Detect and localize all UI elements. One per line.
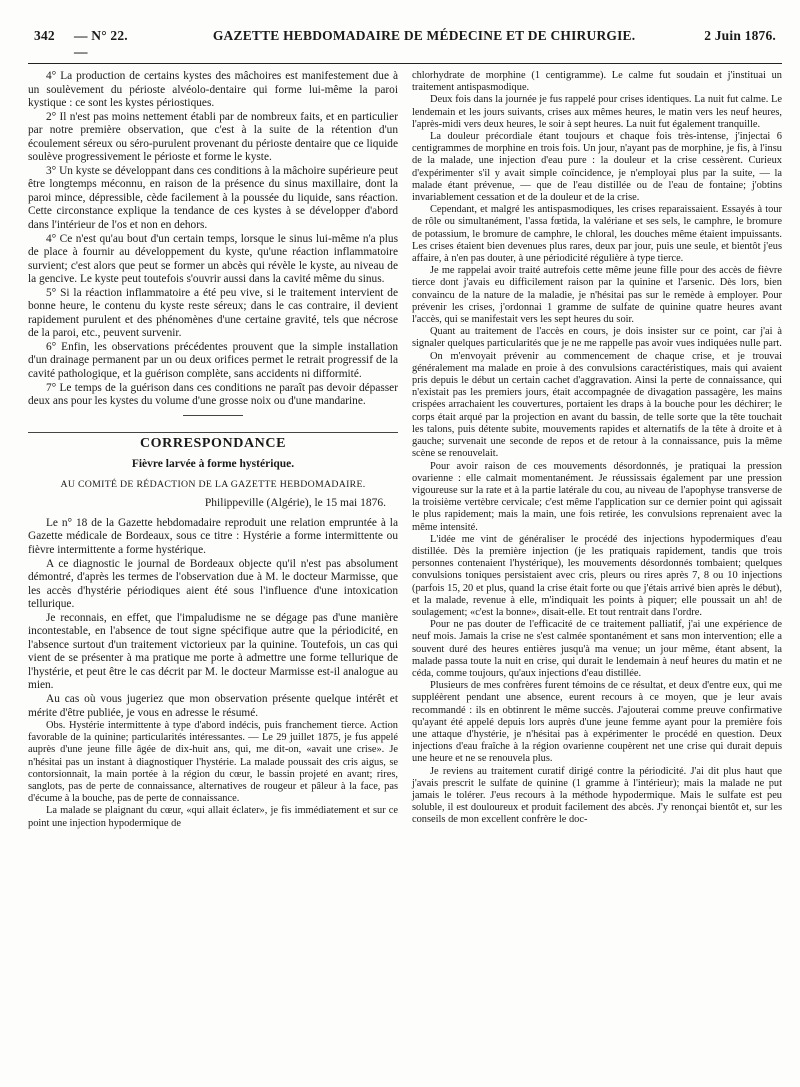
- conclusion-6: 6° Enfin, les observations précédentes prouvent que la simple installation d'un drainage permanent par un ou deux orifices permet le retrait progressif de la cavité pathologique, et la guérison complète, sans accidents ni difformité.: [28, 340, 398, 381]
- article-title: Fièvre larvée à forme hystérique.: [131, 458, 295, 471]
- letter-paragraph: Je reconnais, en effet, que l'impaludisme ne se dégage pas d'une manière incontestable, en l'absence de tout signe spécifique autre que la périodicité, en l'absence surtout d'un traitement victorieux par la quinine. Toutefois, un cas qui vient de se présenter à ma pratique me porte à admettre une forme tellurique de l'hystérie, et peut être le cas décrit par M. le docteur Marmisse est-il analogue au mien.: [28, 611, 398, 692]
- observation-paragraph: On m'envoyait prévenir au commencement de chaque crise, et je trouvai généralement ma malade en proie à des convulsions caractéristiques, mais qui avaient pris depuis le début un certain cachet d'aggravation. Ainsi la perte de connaissance, qui n'existait pas les premiers jours, était accompagnée de divagation passagère, les mains crispées arrachaient les couvertures, portaient les draps à la bouche pour les déchirer; le corps était arqué par la projection en avant du bassin, de telle sorte que la tête touchait les talons, puis détente subite, mouvements rapides et alternatifs de la tête à droite et à gauche; survenait une seconde de repos et de retour à la connaissance, puis la même scène se renouvelait.: [412, 350, 782, 460]
- observation-paragraph: La douleur précordiale étant toujours et chaque fois très-intense, j'injectai 6 centigrammes de morphine en trois fois. Un jour, n'ayant pas de morphine, je fis, à l'insu de la malade, une injection d'eau pure : la douleur et la crise cessèrent. Curieux d'expérimenter s'il y avait simple coïncidence, je n'employai plus par la suite, — la malade étant prévenue, — que de l'eau distillée ou de l'eau de fontaine; j'obtins invariablement cessation et de la douleur et de la crise.: [412, 131, 782, 204]
- observation-paragraph: Obs. Hystérie intermittente à type d'abord indécis, puis franchement tierce. Action favorable de la quinine; particularités intéressantes. — Le 29 juillet 1875, je fus appelé auprès d'une jeune fille âgée de dix-huit ans, qui, me dit-on, «avait une crise». Je n'hésitai pas un instant à diagnostiquer l'hystérie. La malade poussait des cris aigus, se contorsionnait, la main portée à la région du cœur, le bassin projeté en avant; rires, sanglots, pas de perte de connaissance, alternatives de rougeur et pâleur à la face, pas d'écume à la bouche, pas de perte de connaissance.: [28, 720, 398, 805]
- letter-paragraph: Le n° 18 de la Gazette hebdomadaire reproduit une relation empruntée à la Gazette médicale de Bordeaux, sous ce titre : Hystérie a forme intermittente ou fièvre intermittente a forme hystérique.: [28, 516, 398, 556]
- observation-paragraph: L'idée me vint de généraliser le procédé des injections hypodermiques d'eau distillée. Dès la première injection (je les pratiquais rapidement, tandis que trois personnes contenaient l'hystérique), les mouvements désordonnés tombaient; quelques convulsions toniques persistaient avec cris, pleurs ou rires après 7, 8 ou 10 injections (parfois 15, 20 et plus, quand la crise était forte ou que j'étais arrivé bien après le début), et la malade, revenue à elle, m'indiquait les points à piquer; elle poussait un ah! de soulagement; «c'est la bonne», disait-elle. Et tout rentrait dans l'ordre.: [412, 533, 782, 618]
- observation-paragraph: Je reviens au traitement curatif dirigé contre la périodicité. J'ai dit plus haut que j'avais prescrit le sulfate de quinine (1 gramme à l'intérieur); mais la malade ne put jamais le tolérer. J'eus recours à la méthode hypodermique. Mais le sulfate est peu soluble, il est douloureux et produit facilement des abcès. J'y renonçai bientôt et, sur les conseils de mon excellent confrère le doc-: [412, 765, 782, 826]
- running-header: [28, 28, 782, 64]
- addressee-line: AU COMITÉ DE RÉDACTION DE LA GAZETTE HEBDOMADAIRE.: [60, 478, 366, 490]
- journal-title: GAZETTE HEBDOMADAIRE DE MÉDECINE ET DE CHIRURGIE.: [212, 28, 636, 43]
- issue-number: — N° 22. —: [74, 28, 128, 59]
- observation-paragraph: Pour avoir raison de ces mouvements désordonnés, je pratiquai la pression ovarienne : elle calmait momentanément. Je réussissais également par une pression vigoureuse sur la rate et à la partie latérale du cou, au niveau de l'apophyse transverse de la troisième vertèbre cervicale; c'est même l'application sur ce dernier point qui agissait le plus rapidement; mais la main, une fois retirée, les convulsions reprenaient avec la même intensité.: [412, 460, 782, 533]
- left-column: [28, 70, 398, 830]
- observation-paragraph: chlorhydrate de morphine (1 centigramme). Le calme fut soudain et j'instituai un traitement antispasmodique.: [412, 70, 782, 94]
- conclusion-5: 5° Si la réaction inflammatoire a été peu vive, si le traitement intervient de bonne heure, le contenu du kyste reste séreux; dans le cas contraire, il devient rapidement purulent et des phénomènes d'une certaine gravité, tels que nécrose de la paroi, etc., peuvent survenir.: [28, 286, 398, 340]
- section-heading: CORRESPONDANCE: [28, 432, 398, 451]
- conclusion-4: 4° Ce n'est qu'au bout d'un certain temps, lorsque le sinus lui-même n'a plus de place à fournir au développement du kyste, qu'une réaction inflammatoire survient; c'est alors que peut se former un abcès qui révèle le kyste, au niveau de la gencive. Le kyste peut toutefois s'ouvrir aussi dans la cavité même du sinus.: [28, 232, 398, 286]
- issue-date: 2 Juin 1876.: [704, 28, 776, 43]
- section-divider: [183, 415, 243, 416]
- letter-paragraph: A ce diagnostic le journal de Bordeaux objecte qu'il n'est pas absolument démontré, d'après les termes de l'observation due à M. le docteur Marmisse, que les accès d'hystérie périodiques aient été sous l'influence d'une intoxication tellurique.: [28, 557, 398, 611]
- right-column: [412, 70, 782, 830]
- observation-paragraph: La malade se plaignant du cœur, «qui allait éclater», je fis immédiatement et sur ce point une injection hypodermique de: [28, 805, 398, 829]
- observation-paragraph: Pour ne pas douter de l'efficacité de ce traitement palliatif, j'ai une expérience de neuf mois. Jamais la crise ne s'est calmée spontanément et sans mon intervention; elle a souvent duré des heures entières jusqu'à ma venue; un jour même, étant absent, la malade passa toute la nuit en crise, qui durait le lendemain à neuf heures du matin et ne céda, comme toujours, qu'aux injections d'eau distillée.: [412, 619, 782, 679]
- conclusion-3: 3° Un kyste se développant dans ces conditions à la mâchoire supérieure peut être longtemps méconnu, en raison de la présence du sinus maxillaire, dont la paroi mince, dépressible, cède facilement à la poussée du liquide, sans réaction. Cette circonstance explique la tendance de ces kystes à se développer d'abord dans l'intérieur de l'os et non en dehors.: [28, 164, 398, 232]
- conclusion-7: 7° Le temps de la guérison dans ces conditions ne paraît pas devoir dépasser deux ans pour les kystes du volume d'une grosse noix ou d'une mandarine.: [28, 381, 398, 408]
- observation-paragraph: Je me rappelai avoir traité autrefois cette même jeune fille pour des accès de fièvre tierce dont j'avais eu difficilement raison par la quinine et l'arsenic. Dès lors, bien convaincu de la nature de la maladie, je n'hésitai pas sur le remède à employer. Pour prévenir les crises, j'ordonnai 1 gramme de sulfate de quinine quatre heures avant l'accès, qui se manifestait vers les sept heures du soir.: [412, 265, 782, 326]
- two-column-body: [28, 70, 782, 830]
- observation-paragraph: Cependant, et malgré les antispasmodiques, les crises reparaissaient. Essayés à tour de rôle ou simultanément, l'assa fœtida, la valériane et ses sels, le camphre, le bromure de potassium, le bromure de camphre, le chloral, les douches même étaient impuissants. Les crises étaient bien devenues plus rares, deux par jour, puis une seule, et bientôt j'eus affaire, à n'en pas douter, à une périodicité régulière à type tierce.: [412, 204, 782, 265]
- place-date: Philippeville (Algérie), le 15 mai 1876.: [204, 497, 386, 510]
- page-number: 342: [34, 28, 55, 43]
- observation-paragraph: Quant au traitement de l'accès en cours, je dois insister sur ce point, car j'ai à signaler quelques particularités que je ne me rappelle pas avoir vues indiquées nulle part.: [412, 326, 782, 350]
- observation-paragraph: Deux fois dans la journée je fus rappelé pour crises identiques. La nuit fut calme. Le lendemain et les jours suivants, crises aux mêmes heures, le matin vers les neuf heures, l'après-midi vers deux heures, le soir à sept heures. La nuit fut également tranquille.: [412, 94, 782, 130]
- conclusion-1: 4° La production de certains kystes des mâchoires est manifestement due à un soulèvement du périoste alvéolo-dentaire qui forme lui-même la paroi kystique : ce sont les kystes périostiques.: [28, 70, 398, 110]
- letter-paragraph: Au cas où vous jugeriez que mon observation présente quelque intérêt et mérite d'être publiée, je vous en adresse le résumé.: [28, 692, 398, 719]
- conclusion-2: 2° Il n'est pas moins nettement établi par de nombreux faits, et en particulier par notre première observation, que c'est à la suite de la rétention d'un écoulement séreux ou séro-purulent provenant du périoste dentaire que ce liquide soulève progressivement le périoste et forme le kyste.: [28, 110, 398, 164]
- observation-paragraph: Plusieurs de mes confrères furent témoins de ce résultat, et deux d'entre eux, qui me suppléèrent pendant une absence, eurent recours à ce moyen, que je leur avais recommandé : ils en obtinrent le même succès. J'ajouterai comme preuve confirmative qu'ayant été appelé depuis lors auprès d'une jeune femme ayant pour la première fois une attaque d'hystérie, je n'hésitai pas à expérimenter le procédé en question. Deux injections d'eau fraîche à la région ovarienne coupèrent net une crise qui durait depuis une heure et ne se renouvela plus.: [412, 680, 782, 765]
